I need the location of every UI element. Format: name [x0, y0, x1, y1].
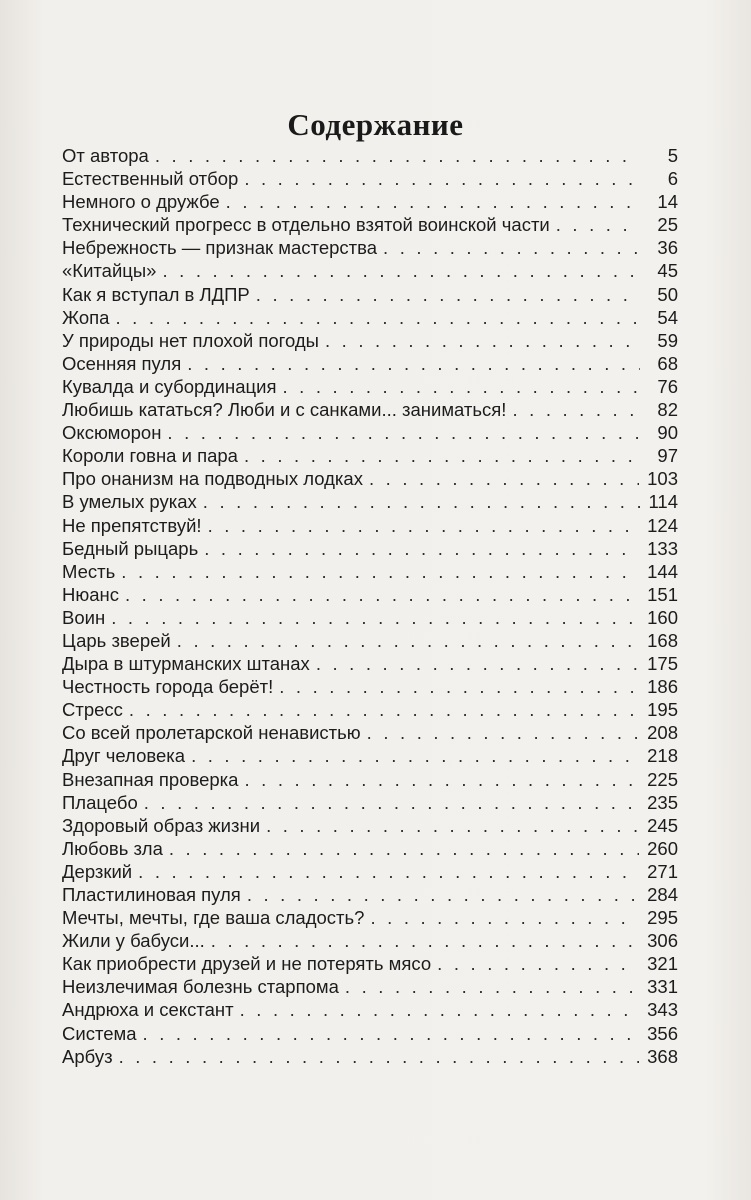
toc-entry-page-number: 306: [647, 930, 678, 952]
toc-entry-page-number: 25: [657, 214, 678, 236]
toc-entry-page-number: 245: [647, 814, 678, 836]
toc-entry-page-number: 14: [657, 191, 678, 213]
toc-entry-page-number: 235: [647, 791, 678, 813]
toc-dot-leader: [155, 144, 640, 167]
toc-dot-leader: [208, 514, 640, 537]
toc-entry-title: Короли говна и пара: [62, 445, 238, 467]
toc-entry: [62, 929, 678, 952]
toc-dot-leader: [325, 329, 640, 352]
toc-dot-leader: [143, 1022, 640, 1045]
toc-entry-title: Как я вступал в ЛДПР: [62, 283, 250, 305]
toc-entry: [62, 259, 678, 282]
toc-entry-title: Любишь кататься? Люби и с санками... заниматься!: [62, 399, 507, 421]
toc-entry: [62, 952, 678, 975]
toc-entry-page-number: 6: [667, 168, 678, 190]
toc-entry-page-number: 295: [647, 907, 678, 929]
toc-entry-page-number: 5: [667, 145, 678, 166]
toc-dot-leader: [162, 259, 640, 282]
toc-entry: [62, 283, 678, 306]
toc-entry-title: В умелых руках: [62, 491, 197, 513]
toc-entry-title: Воин: [62, 606, 106, 628]
toc-entry-page-number: 331: [647, 976, 678, 998]
toc-dot-leader: [266, 814, 639, 837]
toc-entry-title: Пластилиновая пуля: [62, 884, 241, 905]
toc-entry: [62, 906, 678, 929]
toc-entry: [62, 490, 678, 513]
toc-entry-page-number: 186: [647, 676, 678, 698]
toc-entry-title: Не препятствуй!: [62, 514, 202, 536]
toc-dot-leader: [316, 652, 639, 675]
toc-entry: [62, 583, 678, 606]
toc-entry-page-number: 271: [647, 860, 678, 882]
toc-entry-page-number: 36: [657, 237, 678, 259]
toc-entry: [62, 998, 678, 1021]
toc-entry: [62, 975, 678, 998]
toc-entry-title: Дерзкий: [62, 860, 133, 882]
toc-entry: [62, 352, 678, 375]
toc-entry: [62, 814, 678, 837]
toc-entry-page-number: 124: [647, 514, 678, 536]
toc-dot-leader: [211, 929, 639, 952]
toc-dot-leader: [345, 975, 639, 998]
toc-entry-page-number: 284: [647, 884, 678, 905]
toc-entry: [62, 329, 678, 352]
toc-dot-leader: [125, 583, 639, 606]
toc-dot-leader: [191, 744, 639, 767]
toc-entry-title: Мечты, мечты, где ваша сладость?: [62, 907, 365, 929]
toc-dot-leader: [370, 906, 639, 929]
toc-entry-page-number: 208: [647, 722, 678, 744]
toc-entry: [62, 514, 678, 537]
toc-entry-title: Как приобрести друзей и не потерять мясо: [62, 953, 432, 975]
toc-entry: [62, 629, 678, 652]
toc-entry-title: Осенняя пуля: [62, 352, 182, 374]
toc-entry-title: Андрюха и секстант: [62, 999, 234, 1021]
toc-dot-leader: [204, 537, 639, 560]
toc-dot-leader: [119, 1045, 640, 1068]
toc-entry-title: Жопа: [62, 306, 110, 328]
toc-entry: [62, 606, 678, 629]
toc-dot-leader: [121, 560, 639, 583]
toc-entry: [62, 883, 678, 906]
toc-entry-page-number: 144: [647, 560, 678, 582]
toc-entry-title: Бедный рыцарь: [62, 537, 199, 559]
toc-entry: [62, 375, 678, 398]
toc-entry-title: У природы нет плохой погоды: [62, 329, 319, 351]
toc-entry: [62, 744, 678, 767]
toc-entry-page-number: 343: [647, 999, 678, 1021]
toc-entry-title: Любовь зла: [62, 837, 163, 859]
toc-dot-leader: [256, 283, 640, 306]
toc-entry-page-number: 133: [647, 537, 678, 559]
toc-entry-title: Месть: [62, 560, 116, 582]
toc-entry: [62, 144, 678, 167]
toc-entry-page-number: 45: [657, 260, 678, 282]
toc-entry-title: Система: [62, 1022, 137, 1044]
toc-dot-leader: [138, 860, 639, 883]
toc-entry-page-number: 114: [648, 491, 678, 513]
toc-entry-page-number: 160: [647, 606, 678, 628]
toc-entry-title: Честность города берёт!: [62, 676, 274, 698]
toc-entry-title: Дыра в штурманских штанах: [62, 653, 310, 675]
toc-entry-title: Естественный отбор: [62, 168, 239, 190]
toc-entry: [62, 1045, 678, 1068]
table-of-contents: [62, 144, 678, 1068]
toc-entry-title: Немного о дружбе: [62, 191, 220, 213]
toc-entry-page-number: 218: [647, 745, 678, 767]
toc-dot-leader: [177, 629, 639, 652]
toc-entry-title: «Китайцы»: [62, 260, 157, 282]
toc-dot-leader: [279, 675, 639, 698]
toc-entry-page-number: 82: [657, 399, 678, 421]
toc-entry-title: Плацебо: [62, 791, 138, 813]
toc-entry-page-number: 90: [657, 422, 678, 444]
toc-entry-title: Небрежность — признак мастерства: [62, 237, 378, 259]
toc-entry-title: Арбуз: [62, 1045, 113, 1067]
toc-entry: [62, 421, 678, 444]
toc-dot-leader: [244, 444, 640, 467]
toc-entry-title: Про онанизм на подводных лодках: [62, 468, 363, 490]
toc-dot-leader: [244, 167, 640, 190]
toc-entry-page-number: 151: [647, 583, 678, 605]
toc-entry: [62, 190, 678, 213]
toc-entry-title: Неизлечимая болезнь старпома: [62, 976, 339, 998]
toc-dot-leader: [556, 213, 640, 236]
toc-dot-leader: [115, 306, 640, 329]
toc-entry-title: От автора: [62, 145, 149, 166]
toc-entry: [62, 791, 678, 814]
toc-dot-leader: [244, 768, 639, 791]
toc-dot-leader: [129, 698, 639, 721]
toc-dot-leader: [167, 421, 640, 444]
toc-entry: [62, 837, 678, 860]
toc-entry-page-number: 103: [647, 468, 678, 490]
toc-dot-leader: [187, 352, 640, 375]
toc-entry-page-number: 76: [657, 375, 678, 397]
toc-entry-title: Нюанс: [62, 583, 119, 605]
toc-entry-title: Здоровый образ жизни: [62, 814, 261, 836]
toc-dot-leader: [226, 190, 640, 213]
toc-entry: [62, 721, 678, 744]
toc-entry-title: Стресс: [62, 699, 123, 721]
toc-entry: [62, 213, 678, 236]
toc-entry-page-number: 195: [647, 699, 678, 721]
toc-entry: [62, 1022, 678, 1045]
toc-entry-page-number: 68: [657, 352, 678, 374]
toc-dot-leader: [240, 998, 640, 1021]
toc-dot-leader: [111, 606, 639, 629]
toc-entry-page-number: 168: [647, 629, 678, 651]
toc-entry-title: Друг человека: [62, 745, 186, 767]
toc-entry-title: Внезапная проверка: [62, 768, 239, 790]
toc-entry-page-number: 50: [657, 283, 678, 305]
toc-entry: [62, 167, 678, 190]
toc-entry: [62, 467, 678, 490]
toc-entry: [62, 398, 678, 421]
toc-entry: [62, 236, 678, 259]
toc-entry-title: Со всей пролетарской ненавистью: [62, 722, 361, 744]
toc-dot-leader: [512, 398, 640, 421]
toc-entry-page-number: 356: [647, 1022, 678, 1044]
toc-entry-title: Технический прогресс в отдельно взятой воинской части: [62, 214, 550, 236]
toc-entry-title: Царь зверей: [62, 629, 171, 651]
toc-dot-leader: [383, 236, 640, 259]
toc-entry-title: Жили у бабуси...: [62, 930, 205, 952]
toc-entry: [62, 444, 678, 467]
toc-dot-leader: [282, 375, 640, 398]
toc-dot-leader: [437, 952, 639, 975]
toc-entry: [62, 860, 678, 883]
toc-entry-page-number: 97: [657, 445, 678, 467]
toc-entry: [62, 560, 678, 583]
toc-entry: [62, 675, 678, 698]
toc-entry-page-number: 321: [647, 953, 678, 975]
page-title: Содержание: [287, 106, 464, 142]
toc-entry-title: Кувалда и субординация: [62, 375, 277, 397]
toc-entry: [62, 537, 678, 560]
toc-entry: [62, 652, 678, 675]
toc-dot-leader: [169, 837, 639, 860]
toc-entry: [62, 768, 678, 791]
toc-dot-leader: [247, 883, 639, 906]
toc-entry-page-number: 225: [647, 768, 678, 790]
toc-dot-leader: [367, 721, 639, 744]
toc-entry-page-number: 54: [657, 306, 678, 328]
toc-dot-leader: [144, 791, 639, 814]
toc-entry-page-number: 260: [647, 837, 678, 859]
toc-entry-page-number: 175: [647, 653, 678, 675]
toc-entry-page-number: 59: [657, 329, 678, 351]
toc-dot-leader: [369, 467, 639, 490]
toc-entry-page-number: 368: [647, 1045, 678, 1067]
toc-entry: [62, 306, 678, 329]
toc-dot-leader: [203, 490, 640, 513]
toc-entry-title: Оксюморон: [62, 422, 162, 444]
toc-entry: [62, 698, 678, 721]
